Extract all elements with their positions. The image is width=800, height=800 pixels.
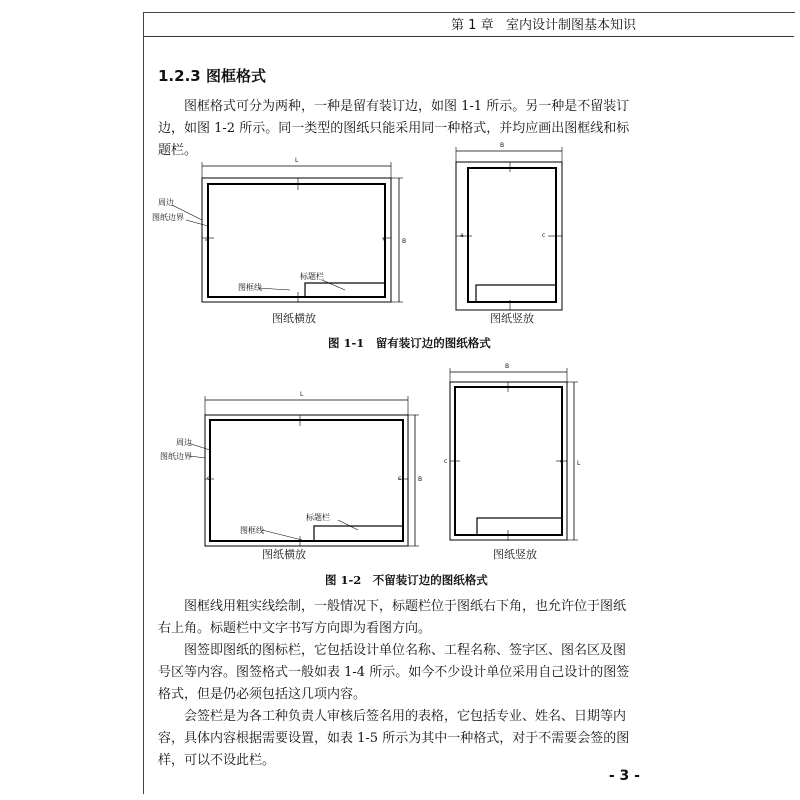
fig2-portrait-titleblock — [477, 518, 562, 535]
fig1-landscape-frame — [208, 184, 385, 297]
paragraph-2: 图框线用粗实线绘制，一般情况下，标题栏位于图纸右下角，也允许位于图纸右上角。标题栏中文字书写方向即为看图方向。 — [158, 599, 627, 636]
header-title: 室内设计制图基本知识 — [505, 18, 636, 33]
fig1-dim-L: L — [295, 157, 299, 164]
fig1-portrait-label: 图纸竖放 — [490, 312, 534, 325]
header-chapter: 第 1 章 — [451, 18, 494, 33]
fig2-landscape-titleblock — [314, 526, 403, 541]
fig2-dim-c-left: c — [207, 475, 211, 482]
fig1-caption: 图 1-1 留有装订边的图纸格式 — [328, 336, 491, 350]
fig2-callout-frame-line: 图框线 — [240, 526, 264, 535]
fig2-portrait-dim-c-left: c — [444, 458, 448, 465]
fig2-callout-title-block: 标题栏 — [306, 513, 330, 522]
fig1-portrait-dim-c: c — [542, 232, 546, 239]
fig1-portrait-titleblock — [476, 285, 556, 302]
fig2-dim-L: L — [300, 391, 304, 398]
fig2-portrait-frame — [455, 387, 562, 535]
fig2-portrait-dim-B: B — [505, 363, 510, 370]
fig1-callout-margin: 周边 — [158, 198, 174, 207]
paragraph-3: 图签即图纸的图标栏，它包括设计单位名称、工程名称、签字区、图名区及图号区等内容。图签格式一般如表 1-4 所示。如今不少设计单位采用自己设计的图签格式，但是仍必须包括这几项内容。 — [158, 643, 630, 702]
fig2-portrait-label: 图纸竖放 — [493, 548, 537, 561]
paragraph-1: 图框格式可分为两种，一种是留有装订边，如图 1-1 所示。另一种是不留装订边，如图 1-2 所示。同一类型的图纸只能采用同一种格式，并均应画出图框线和标题栏。 — [158, 99, 630, 158]
fig1-dim-a: a — [205, 236, 209, 243]
fig2-callout-margin: 周边 — [176, 438, 192, 447]
section-number: 1.2.3 — [158, 67, 201, 85]
fig1-portrait-dim-a: a — [460, 232, 464, 239]
fig2-callout-sheet-edge: 图纸边界 — [160, 452, 192, 461]
fig1-dim-c: c — [383, 236, 387, 243]
fig1-portrait-dim-B: B — [500, 142, 505, 149]
fig2-portrait-dim-c-right: c — [560, 458, 564, 465]
paragraph-4: 会签栏是为各工种负责人审核后签名用的表格，它包括专业、姓名、日期等内容，具体内容根据需要设置，如表 1-5 所示为其中一种格式，对于不需要会签的图样，可以不设此栏。 — [158, 709, 630, 768]
fig2-portrait-dim-L: L — [577, 460, 581, 467]
fig1-dim-B: B — [402, 238, 407, 245]
fig2-dim-B: B — [418, 476, 423, 483]
fig1-landscape-label: 图纸横放 — [272, 312, 316, 325]
page-number: - 3 - — [608, 768, 640, 784]
fig2-dim-c-right: c — [398, 475, 402, 482]
fig2-caption: 图 1-2 不留装订边的图纸格式 — [325, 573, 488, 587]
section-title: 图框格式 — [205, 67, 266, 85]
fig2-landscape-label: 图纸横放 — [262, 548, 306, 561]
fig1-callout-frame-line: 图框线 — [238, 283, 262, 292]
fig1-callout-sheet-edge: 图纸边界 — [152, 213, 184, 222]
fig2-portrait-sheet — [450, 382, 567, 540]
fig1-callout-title-block: 标题栏 — [300, 272, 324, 281]
